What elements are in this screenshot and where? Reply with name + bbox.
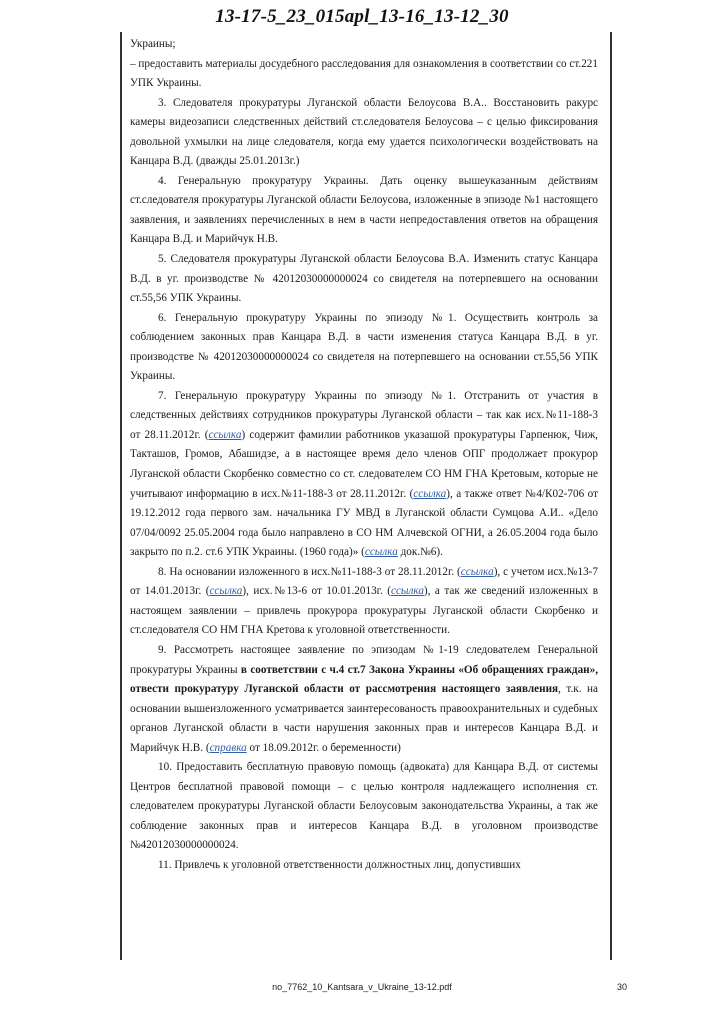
paragraph-p8 <box>130 641 598 758</box>
paragraph-p2 <box>130 94 598 172</box>
paragraph-p1 <box>130 55 598 94</box>
paragraph-text: 5. Следователя прокуратуры Луганской области Белоусова В.А. Изменить статус Канцара В.Д. в уг. производстве № 42012030000000024 со свидетеля на потерпевшего на основании ст.55,56 УПК Украины. <box>130 253 598 305</box>
paragraph-p3 <box>130 172 598 250</box>
paragraph-text: ), исх.№13-6 от 10.01.2013г. ( <box>242 585 391 598</box>
paragraph-text: док.№6). <box>397 546 443 559</box>
document-body <box>130 35 598 876</box>
paragraph-text: 3. Следователя прокуратуры Луганской области Белоусова В.А.. Восстановить ракурс камеры видеозаписи следственных действий ст.следователя Белоусова – с целью фиксирования довольной ухмылки на лице следователя, когда ему удается психологически воздействовать на Канцара В.Д. (дважды 25.01.2013г.) <box>130 96 598 168</box>
paragraph-text: , т.к. на основании вышеизложенного усматривается заинтересованость правоохранительных и судебных органов Луганской области в части нарушения законных прав и интересов Канцара В.Д. и Марийчук Н.В. ( <box>130 683 599 754</box>
paragraph-text: 11. Привлечь к уголовной ответственности должностных лиц, допустивших <box>158 858 521 871</box>
paragraph-text: ), с учетом исх.№13-7 от 14.01.2013г. ( <box>130 565 598 598</box>
reference-link[interactable]: ссылка <box>460 565 494 578</box>
paragraph-p6 <box>130 387 598 563</box>
paragraph-p9 <box>130 758 598 856</box>
footer-filename: no_7762_10_Kantsara_v_Ukraine_13-12.pdf <box>272 982 452 992</box>
document-header-title: 13-17-5_23_015apl_13-16_13-12_30 <box>215 6 509 27</box>
paragraph-text: ), а также ответ №4/К02-706 от 19.12.2012 года первого зам. начальника ГУ МВД в Луганской области Сумцова А.И.. «Дело 07/04/0092 25.05.2004 года было направлено в СО НМ Алчевской ОГНИ, а 26.05.2004 года было закрыто по п.2. ст.6 УПК Украины. (1960 года)» ( <box>130 487 598 559</box>
reference-link[interactable]: ссылка <box>413 487 447 500</box>
paragraph-text: 4. Генеральную прокуратуру Украины. Дать оценку вышеуказанным действиям ст.следователя прокуратуры Луганской области Белоусова, изложенные в эпизоде №1 настоящего заявления, и заявлениях перечисленных в нем в части непредоставления ответов на обращения Канцара В.Д. и Марийчук Н.В. <box>130 174 598 246</box>
paragraph-text: 9. Рассмотреть настоящее заявление по эпизодам №1-19 следователем Генеральной прокуратуры Украины <box>130 643 598 676</box>
paragraph-p5 <box>130 309 598 387</box>
paragraph-text: Украины; <box>130 38 176 50</box>
paragraph-text: – предоставить материалы досудебного расследования для ознакомления в соответствии со ст.221 УПК Украины. <box>130 57 598 90</box>
paragraph-p7 <box>130 563 598 641</box>
footer-page-number: 30 <box>617 982 628 992</box>
paragraph-p10 <box>130 856 598 876</box>
reference-link[interactable]: ссылка <box>208 428 242 441</box>
paragraph-text: ) содержит фамилии работников указашой прокуратуры Гарпенюк, Чиж, Такташов, Громов, Абашидзе, а в настоящее время дело членов ОПГ продолжает прокурор Луганской области Скорбенко совместно со ст. следователем СО НМ ГНА Кретовым, которые не учитывают информацию в исх.№11-188-3 от 28.11.2012г. ( <box>130 428 598 500</box>
paragraph-text: 10. Предоставить бесплатную правовую помощь (адвоката) для Канцара В.Д. от системы Центров бесплатной правовой помощи – с целью контроля надлежащего исполнения ст. следователем прокуратуры Луганской области Белоусовым законодательства Украины, а так же соблюдение законных прав и интересов Канцара В.Д. в уголовном производстве №42012030000000024. <box>130 761 598 852</box>
paragraph-text: от 18.09.2012г. о беременности) <box>246 741 401 754</box>
paragraph-text: 8. На основании изложенного в исх.№11-188-3 от 28.11.2012г. ( <box>158 565 461 578</box>
paragraph-p4 <box>130 250 598 309</box>
paragraph-text: 6. Генеральную прокуратуру Украины по эпизоду №1. Осуществить контроль за соблюдением законных прав Канцара В.Д. в части изменения статуса Канцара В.Д. в уг. производстве № 42012030000000024 со свидетеля на потерпевшего на основании ст.55,56 УПК Украины. <box>130 311 598 383</box>
reference-link[interactable]: ссылка <box>209 585 243 598</box>
reference-link[interactable]: ссылка <box>390 585 424 598</box>
paragraph-text: ), а так же сведений изложенных в настоящем заявлении – привлечь прокурора прокуратуры Луганской области Скорбенко и ст.следователя СО НМ ГНА Кретова к уголовной ответственности. <box>130 585 598 637</box>
reference-link[interactable]: справка <box>209 741 247 754</box>
reference-link[interactable]: ссылка <box>364 546 398 559</box>
bold-text: в соответствии с ч.4 ст.7 Закона Украины «Об обращениях граждан», отвести прокуратуру Луганской области от рассмотрения настоящего заявления <box>130 663 598 696</box>
paragraph-p0 <box>130 35 598 55</box>
paragraph-text: 7. Генеральную прокуратуру Украины по эпизоду №1. Отстранить от участия в следственных действиях сотрудников прокуратуры Луганской области – так как исх.№11-188-3 от 28.11.2012г. ( <box>130 389 598 441</box>
